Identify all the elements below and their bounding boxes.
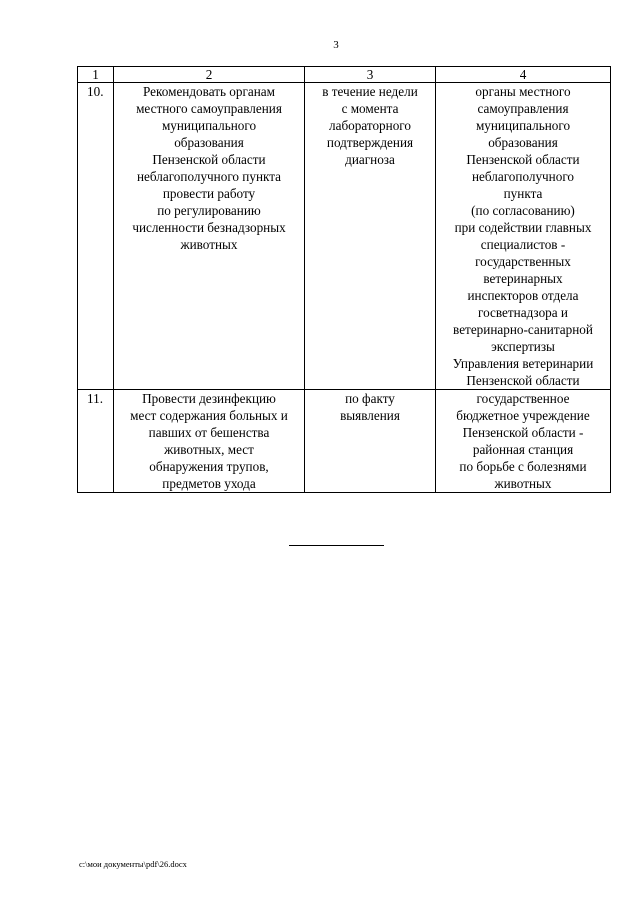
measures-table xyxy=(77,66,611,493)
deadline-text: в течение недели с момента лабораторного подтверждения диагноза xyxy=(305,83,436,390)
responsible-text: органы местного самоуправления муниципального образования Пензенской области неблагополучного пункта (по согласованию) при содействии главных специалистов - государственных ветеринарных инспекторов отдела госветнадзора и ветеринарно-санитарной экспертизы Управления ветеринарии Пензенской области xyxy=(436,83,611,390)
header-cell-4: 4 xyxy=(436,67,611,83)
deadline-text: по факту выявления xyxy=(305,390,436,493)
row-number: 10. xyxy=(78,83,114,390)
footer-file-path: c:\мои документы\pdf\26.docx xyxy=(79,859,187,869)
row-number: 11. xyxy=(78,390,114,493)
table-row xyxy=(78,83,611,390)
measure-text: Провести дезинфекцию мест содержания больных и павших от бешенства животных, мест обнаружения трупов, предметов ухода xyxy=(114,390,305,493)
table-header-row xyxy=(78,67,611,83)
table-row xyxy=(78,390,611,493)
page-number: 3 xyxy=(333,39,339,51)
header-cell-2: 2 xyxy=(114,67,305,83)
end-divider-line xyxy=(289,545,384,546)
header-cell-1: 1 xyxy=(78,67,114,83)
header-cell-3: 3 xyxy=(305,67,436,83)
responsible-text: государственное бюджетное учреждение Пензенской области - районная станция по борьбе с болезнями животных xyxy=(436,390,611,493)
measure-text: Рекомендовать органам местного самоуправления муниципального образования Пензенской области неблагополучного пункта провести работу по регулированию численности безнадзорных животных xyxy=(114,83,305,390)
